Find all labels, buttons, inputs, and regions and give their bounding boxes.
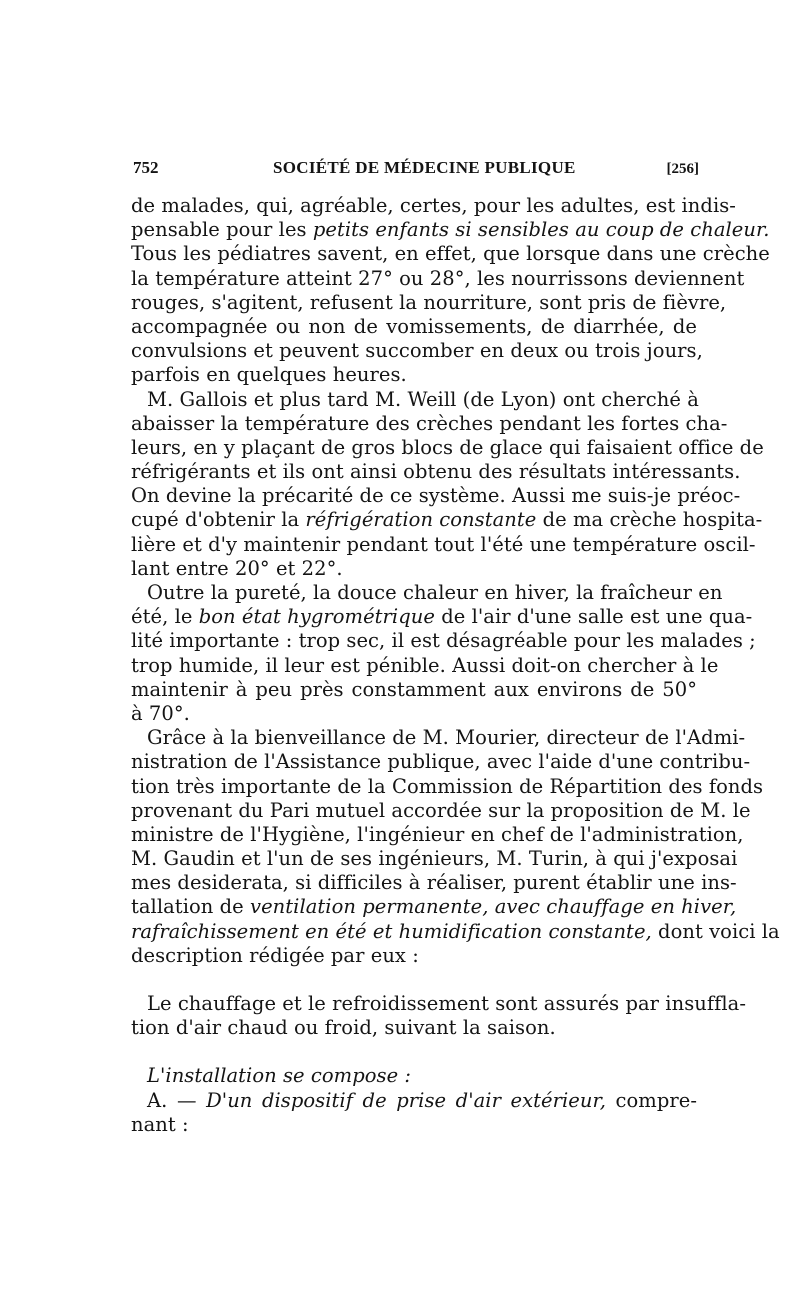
text-run: lant entre 20° et 22°. bbox=[131, 556, 343, 580]
text-line bbox=[131, 581, 723, 605]
text-line bbox=[131, 629, 756, 653]
bracket-page-number: [256] bbox=[666, 161, 699, 177]
text-line bbox=[131, 242, 770, 266]
text-line bbox=[131, 847, 738, 871]
text-run: à 70°. bbox=[131, 701, 190, 725]
body-text bbox=[131, 194, 780, 1137]
text-line bbox=[131, 218, 770, 242]
text-line bbox=[131, 266, 745, 291]
text-run: ministre de l'Hygiène, l'ingénieur en chef de l'administration, bbox=[131, 822, 744, 846]
text-run: A. — bbox=[147, 1088, 207, 1112]
page-number: 752 bbox=[133, 158, 159, 177]
section-heading-installation bbox=[131, 1064, 697, 1088]
text-line bbox=[131, 798, 751, 823]
text-line bbox=[131, 992, 746, 1016]
text-line bbox=[131, 508, 763, 532]
text-run: provenant du Pari mutuel accordée sur la proposition de M. le bbox=[131, 798, 751, 822]
paragraph-ice-blocks bbox=[131, 387, 764, 582]
text-run: cupé d'obtenir la bbox=[131, 508, 306, 532]
text-line bbox=[131, 1089, 697, 1113]
text-run: maintenir à peu près constamment aux environs de 50° bbox=[131, 677, 697, 701]
text-run: de malades, qui, agréable, certes, pour les adultes, est indis- bbox=[131, 194, 736, 217]
text-run: parfois en quelques heures. bbox=[131, 363, 407, 387]
text-line bbox=[131, 339, 703, 363]
text-run: convulsions et peuvent succomber en deux ou trois jours, bbox=[131, 339, 703, 363]
text-line bbox=[131, 702, 697, 726]
text-run: dont voici la bbox=[651, 919, 780, 943]
running-title: SOCIÉTÉ DE MÉDECINE PUBLIQUE bbox=[273, 158, 576, 177]
text-run: Le chauffage et le refroidissement sont assurés par insuffla- bbox=[147, 992, 746, 1015]
text-run: de l'air d'une salle est une qua- bbox=[434, 605, 753, 629]
text-run: Tous les pédiatres savent, en effet, que lorsque dans une crèche bbox=[131, 242, 770, 266]
paragraph-pediatric-heat bbox=[131, 194, 770, 388]
paragraph-air-intake bbox=[131, 1089, 697, 1137]
text-run: description rédigée par eux : bbox=[131, 943, 419, 967]
text-run: accompagnée ou non de vomissements, de diarrhée, de bbox=[131, 314, 697, 338]
text-run: nistration de l'Assistance publique, avec l'aide d'une contribu- bbox=[131, 750, 751, 774]
text-run: lité importante : trop sec, il est désagréable pour les malades ; bbox=[131, 629, 756, 653]
text-line bbox=[131, 871, 737, 895]
text-line bbox=[131, 484, 741, 508]
text-run: tion très importante de la Commission de Répartition des fonds bbox=[131, 774, 764, 798]
text-run: réfrigérants et ils ont ainsi obtenu des résultats intéressants. bbox=[131, 460, 741, 484]
text-run: compre- bbox=[605, 1088, 697, 1112]
text-line bbox=[131, 895, 737, 919]
text-run: tallation de bbox=[131, 895, 251, 919]
text-run: pensable pour les bbox=[131, 218, 313, 242]
text-line bbox=[131, 944, 697, 968]
text-line bbox=[131, 774, 764, 799]
text-line bbox=[131, 605, 753, 629]
text-run: M. Gaudin et l'un de ses ingénieurs, M. Turin, à qui j'exposai bbox=[131, 847, 738, 871]
text-run: rouges, s'agitent, refusent la nourriture, sont pris de fièvre, bbox=[131, 290, 727, 314]
text-run: Outre la pureté, la douce chaleur en hiver, la fraîcheur en bbox=[147, 581, 723, 604]
text-run: leurs, en y plaçant de gros blocs de glace qui faisaient office de bbox=[131, 435, 764, 459]
paragraph-heating-cooling bbox=[131, 992, 746, 1040]
text-run: de ma crèche hospita- bbox=[536, 508, 763, 532]
text-line bbox=[131, 557, 697, 581]
text-line bbox=[131, 388, 697, 412]
italic-run: petits enfants si sensibles au coup de chaleur. bbox=[312, 218, 770, 242]
italic-run: rafraîchissement en été et humidification constante, bbox=[131, 919, 652, 943]
paragraph-hygrometry bbox=[131, 581, 756, 726]
italic-run: bon état hygrométrique bbox=[198, 605, 435, 629]
spacer bbox=[131, 1040, 697, 1064]
paragraph-installation-history bbox=[131, 726, 780, 968]
text-line bbox=[131, 411, 728, 436]
text-run: nant : bbox=[131, 1112, 189, 1136]
italic-run: réfrigération constante bbox=[305, 508, 537, 532]
page-header bbox=[133, 158, 699, 182]
text-line bbox=[131, 290, 727, 315]
text-run: lière et d'y maintenir pendant tout l'été une température oscil- bbox=[131, 532, 756, 556]
spacer bbox=[131, 968, 697, 992]
text-run: été, le bbox=[131, 605, 199, 629]
italic-run: D'un dispositif de prise d'air extérieur, bbox=[206, 1088, 606, 1112]
italic-run: L'installation se compose : bbox=[147, 1064, 412, 1088]
text-line bbox=[131, 435, 764, 460]
text-line bbox=[131, 678, 697, 702]
text-run: Grâce à la bienveillance de M. Mourier, directeur de l'Admi- bbox=[147, 726, 746, 750]
text-line bbox=[131, 726, 746, 750]
text-line bbox=[131, 822, 744, 847]
text-line bbox=[131, 460, 741, 484]
text-line bbox=[131, 194, 736, 218]
text-run: la température atteint 27° ou 28°, les nourrissons deviennent bbox=[131, 266, 745, 290]
text-run: mes desiderata, si difficiles à réaliser, purent établir une ins- bbox=[131, 871, 737, 895]
italic-run: ventilation permanente, avec chauffage en hiver, bbox=[250, 895, 737, 919]
text-line bbox=[131, 653, 719, 678]
text-line bbox=[131, 1064, 697, 1088]
text-line bbox=[131, 919, 780, 944]
text-line bbox=[131, 532, 756, 557]
text-run: tion d'air chaud ou froid, suivant la saison. bbox=[131, 1016, 556, 1040]
text-run: M. Gallois et plus tard M. Weill (de Lyon) ont cherché à bbox=[147, 387, 699, 411]
text-line bbox=[131, 315, 697, 339]
text-run: On devine la précarité de ce système. Aussi me suis-je préoc- bbox=[131, 484, 741, 508]
text-line bbox=[131, 363, 697, 387]
text-line bbox=[131, 750, 751, 774]
text-run: trop humide, il leur est pénible. Aussi doit-on chercher à le bbox=[131, 653, 719, 677]
text-run: abaisser la température des crèches pendant les fortes cha- bbox=[131, 411, 728, 435]
text-line bbox=[131, 1113, 697, 1137]
text-line bbox=[131, 1016, 697, 1040]
